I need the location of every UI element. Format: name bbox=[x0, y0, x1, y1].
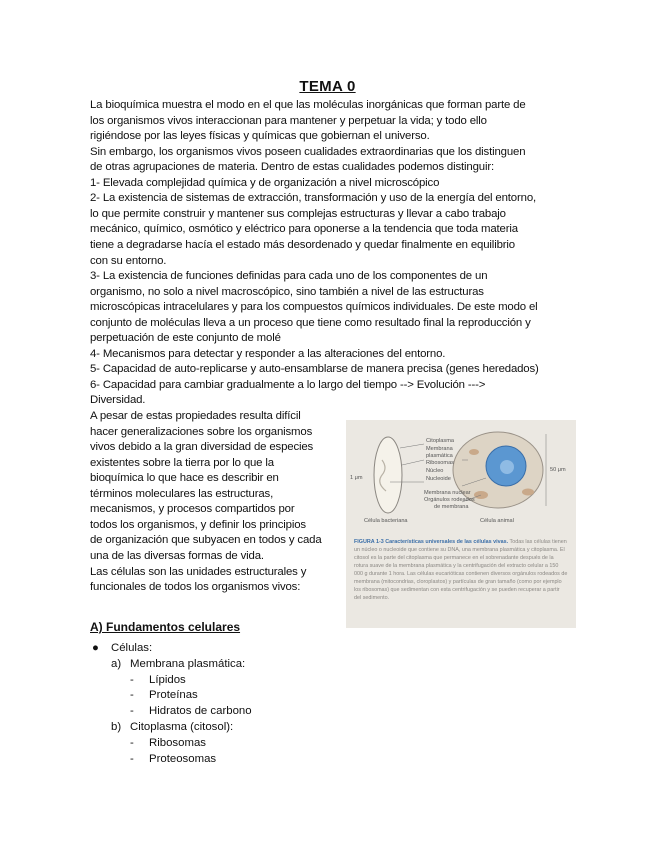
cell-diagram bbox=[346, 420, 576, 530]
leader-line bbox=[400, 444, 424, 448]
label-de-membrana: de membrana bbox=[434, 504, 469, 510]
body-line: rigiéndose por las leyes físicas y químicas que gobiernan el universo. bbox=[90, 130, 430, 143]
list-item-hidratos: Hidratos de carbono bbox=[149, 705, 252, 717]
dash-marker: - bbox=[130, 705, 134, 717]
body-line: los organismos vivos interaccionan para mantener y perpetuar la vida; y todo ello bbox=[90, 114, 487, 127]
body-line: existentes sobre la tierra por lo que la bbox=[90, 456, 274, 469]
left-scale-label: 1 μm bbox=[350, 475, 363, 481]
label-membrana-nuclear: Membrana nuclear bbox=[424, 490, 471, 496]
body-line: funcionales de todos los organismos vivos: bbox=[90, 581, 301, 594]
body-line: 5- Capacidad de auto-replicarse y auto-ensamblarse de manera precisa (genes heredados) bbox=[90, 363, 539, 376]
body-line: 4- Mecanismos para detectar y responder a las alteraciones del entorno. bbox=[90, 347, 446, 360]
organelle bbox=[522, 489, 534, 496]
label-membrana: Membrana bbox=[426, 446, 453, 452]
body-line: 2- La existencia de sistemas de extracción, transformación y uso de la energía del entorno, bbox=[90, 192, 537, 205]
bacterial-cell bbox=[374, 437, 402, 513]
section-title: A) Fundamentos celulares bbox=[90, 620, 241, 634]
animal-cell-caption: Célula animal bbox=[480, 518, 514, 524]
sublist-item-citoplasma: Citoplasma (citosol): bbox=[130, 721, 234, 733]
body-line: Sin embargo, los organismos vivos poseen cualidades extraordinarias que los distinguen bbox=[90, 145, 526, 158]
cell-figure bbox=[346, 420, 576, 628]
body-line: mecánico, químico, osmótico y eléctrico para oponerse a la tendencia que toda materia bbox=[90, 223, 518, 236]
label-nucleoide: Nucleoide bbox=[426, 476, 451, 482]
leader-line bbox=[402, 460, 424, 465]
sublist-item-membrana: Membrana plasmática: bbox=[130, 658, 246, 670]
dash-marker: - bbox=[130, 753, 134, 765]
body-line: 6- Capacidad para cambiar gradualmente a lo largo del tiempo --> Evolución ---> bbox=[90, 378, 486, 391]
right-scale-label: 50 μm bbox=[550, 467, 566, 473]
body-line: conjunto de moléculas lleva a un proceso que tiene como resultado final la reproducción y bbox=[90, 316, 531, 329]
body-line: hacer generalizaciones sobre los organismos bbox=[90, 425, 313, 438]
body-line: microscópicas intracelulares y para los compuestos químicos individuales. De este modo el bbox=[90, 301, 538, 314]
list-item-proteinas: Proteínas bbox=[149, 689, 198, 701]
figure-caption bbox=[354, 538, 568, 602]
label-nucleo: Núcleo bbox=[426, 468, 444, 474]
label-ribosomas: Ribosomas bbox=[426, 460, 454, 466]
body-line: bioquímica lo que hace es describir en bbox=[90, 472, 279, 485]
list-item-proteosomas: Proteosomas bbox=[149, 753, 217, 765]
label-citoplasma: Citoplasma bbox=[426, 438, 454, 444]
body-line: 3- La existencia de funciones definidas para cada uno de los componentes de un bbox=[90, 270, 488, 283]
body-line: mecanismos, y procesos compartidos por bbox=[90, 503, 295, 516]
body-line: Las células son las unidades estructurales y bbox=[90, 565, 307, 578]
body-line: A pesar de estas propiedades resulta difícil bbox=[90, 410, 301, 422]
body-line: lo que permite construir y mantener sus complejas estructuras y llevar a cabo trabajo bbox=[90, 207, 506, 220]
body-line: 1- Elevada complejidad química y de organización a nivel microscópico bbox=[90, 176, 440, 189]
list-item-ribosomas: Ribosomas bbox=[149, 737, 206, 749]
figure-caption-title: FIGURA 1-3 Características universales de las células vivas. bbox=[354, 539, 509, 545]
organelle bbox=[469, 449, 479, 455]
body-line: perpetuación de este conjunto de molé bbox=[90, 332, 281, 345]
body-line: Diversidad. bbox=[90, 394, 146, 407]
list-item-celulas: Células: bbox=[111, 642, 153, 654]
dash-marker: - bbox=[130, 689, 134, 701]
body-line: de otras agrupaciones de materia. Dentro de estas cualidades podemos distinguir: bbox=[90, 161, 495, 174]
body-line: términos moleculares las estructuras, bbox=[90, 487, 274, 500]
body-line: una de las diversas formas de vida. bbox=[90, 549, 264, 562]
body-line: organismo, no solo a nivel macroscópico, sino también a nivel de las estructuras bbox=[90, 285, 484, 298]
page-title: TEMA 0 bbox=[299, 78, 356, 95]
label-organulos: Orgánulos rodeados bbox=[424, 497, 475, 503]
body-line: con su entorno. bbox=[90, 254, 167, 267]
body-line: de organización que subyacen en todos y cada bbox=[90, 534, 322, 547]
body-line: vivos debido a la gran diversidad de especies bbox=[90, 441, 314, 454]
sublist-marker-a: a) bbox=[111, 658, 122, 670]
body-line: tiene a degradarse hacía el estado más desordenado y quedar finalmente en equilibrio bbox=[90, 238, 515, 251]
list-item-lipidos: Lípidos bbox=[149, 674, 186, 686]
figure-caption-text: Todas las células tienen un núcleo o nucleoide que contiene su DNA, una membrana plasmática y citoplasma. El citosol es la parte del citoplasma que permanece en el sobrenadante después de la rotura suave de la membrana plasmática y la centrifugación del extracto celular a 150 000 g durante 1 hora. Las células eucarióticas contienen diversos orgánulos rodeados de membrana (mitocondrias, cloroplastos) y partículas de gran tamaño (como por ejemplo los ribosomas) que sedimentan con esta centrifugación y se pueden recuperar a partir del sedimento. bbox=[354, 539, 568, 601]
dash-marker: - bbox=[130, 674, 134, 686]
bullet-marker: ● bbox=[92, 642, 99, 654]
bacterial-cell-caption: Célula bacteriana bbox=[364, 518, 408, 524]
body-line: todos los organismos, y definir los principios bbox=[90, 518, 306, 531]
body-line: La bioquímica muestra el modo en el que las moléculas inorgánicas que forman parte de bbox=[90, 99, 526, 111]
label-plasmatica: plasmática bbox=[426, 453, 453, 459]
sublist-marker-b: b) bbox=[111, 721, 122, 733]
dash-marker: - bbox=[130, 737, 134, 749]
nucleolus bbox=[500, 460, 514, 474]
